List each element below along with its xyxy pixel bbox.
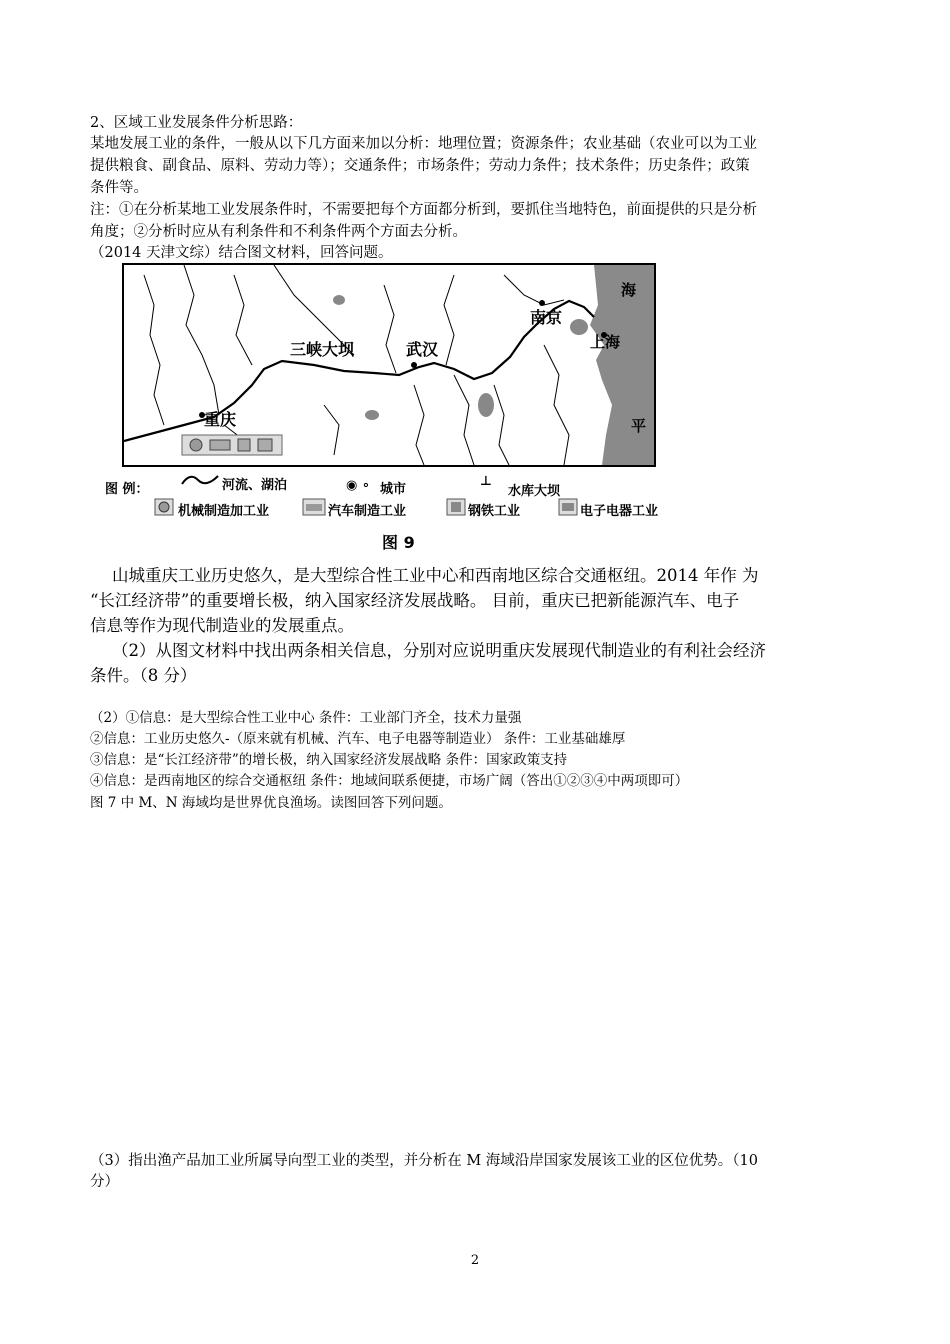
page-number: 2 — [470, 1253, 480, 1268]
lake — [570, 319, 588, 335]
city-wuhan-dot — [411, 362, 417, 368]
car-icon — [210, 440, 230, 450]
river-legend-icon — [180, 470, 220, 494]
note-line: 角度；②分析时应从有利条件和不利条件两个方面去分析。 — [90, 224, 467, 240]
map-label-shanghai: 上海 — [590, 333, 621, 351]
question-3: （3）指出渔产品加工业所属导向型工业的类型，并分析在 M 海域沿岸国家发展该工业的区位优势。（10 — [90, 1153, 758, 1169]
lake — [365, 410, 379, 420]
gear-legend-icon — [154, 498, 174, 520]
answer-line: ②信息：工业历史悠久-（原来就有机械、汽车、电子电器等制造业） 条件：工业基础雄厚 — [90, 731, 626, 747]
paragraph-line: 提供粮食、副食品、原料、劳动力等）；交通条件；市场条件；劳动力条件；技术条件；历史条件；政策 — [90, 158, 750, 174]
figure-caption: 图 9 — [382, 533, 415, 552]
tributary — [144, 275, 164, 425]
fig7-intro: 图 7 中 M、N 海域均是世界优良渔场。读图回答下列问题。 — [90, 795, 452, 811]
paragraph-line: 条件等。 — [90, 180, 148, 196]
paragraph-line: 某地发展工业的条件，一般从以下几方面来加以分析：地理位置；资源条件；农业基础（农业可以为工业 — [90, 136, 757, 152]
question-2: 条件。（8 分） — [90, 666, 197, 685]
passage-line: 山城重庆工业历史悠久，是大型综合性工业中心和西南地区综合交通枢纽。2014 年作 为 — [112, 566, 759, 585]
passage-line: “长江经济带”的重要增长极，纳入国家经济发展战略。 目前，重庆已把新能源汽车、电子 — [90, 591, 740, 610]
legend-machine: 机械制造加工业 — [178, 504, 270, 519]
city-legend-icon: ◉ ∘ — [346, 478, 371, 493]
car-legend-icon — [302, 498, 326, 520]
source-line: （2014 天津文综）结合图文材料，回答问题。 — [90, 245, 393, 261]
legend-auto: 汽车制造工业 — [328, 504, 407, 519]
answer-line: ③信息：是“长江经济带”的增长极，纳入国家经济发展战略 条件：国家政策支持 — [90, 752, 568, 768]
map-label-sanxia: 三峡大坝 — [290, 340, 355, 359]
map-label-nanjing: 南京 — [530, 308, 563, 327]
question-3: 分） — [90, 1174, 119, 1190]
tributary — [494, 385, 509, 465]
lake — [478, 393, 494, 417]
yangtze-river — [124, 301, 594, 441]
legend-electronic: 电子电器工业 — [580, 504, 659, 519]
tributary — [234, 275, 252, 365]
map-label-chongqing: 重庆 — [204, 410, 237, 429]
tributary — [414, 385, 424, 465]
map-figure — [122, 263, 656, 467]
section-heading: 2、区域工业发展条件分析思路： — [90, 115, 303, 131]
steel-icon — [238, 439, 250, 451]
legend-title: 图 例： — [105, 482, 149, 497]
lake — [333, 295, 345, 305]
tributary — [324, 405, 339, 455]
tributary — [184, 265, 219, 415]
legend-dam: 水库大坝 — [508, 484, 561, 499]
legend-city: 城市 — [380, 482, 407, 497]
legend-steel: 钢铁工业 — [468, 504, 521, 519]
question-2: （2）从图文材料中找出两条相关信息，分别对应说明重庆发展现代制造业的有利社会经济 — [112, 641, 766, 660]
legend-river: 河流、湖泊 — [222, 478, 288, 493]
tributary — [454, 375, 474, 465]
tributary — [544, 345, 569, 465]
map-label-sea: 平 — [631, 417, 647, 435]
electronic-icon — [258, 439, 272, 451]
tributary — [504, 275, 564, 305]
note-line: 注：①在分析某地工业发展条件时，不需要把每个方面都分析到，要抓住当地特色，前面提供的只是分析 — [90, 202, 757, 218]
passage-line: 信息等作为现代制造业的发展重点。 — [90, 616, 354, 635]
gear-icon — [190, 439, 202, 451]
map-drawing — [124, 265, 654, 465]
tributary — [384, 285, 396, 373]
electronic-legend-icon — [558, 498, 578, 520]
map-label-wuhan: 武汉 — [406, 340, 439, 359]
tributary — [444, 275, 454, 365]
map-label-sea: 海 — [621, 281, 637, 299]
answer-line: （2）①信息：是大型综合性工业中心 条件：工业部门齐全，技术力量强 — [90, 710, 522, 726]
steel-legend-icon — [446, 498, 466, 520]
dam-legend-icon: ⊥ — [480, 474, 492, 489]
answer-line: ④信息：是西南地区的综合交通枢纽 条件：地域间联系便捷，市场广阔（答出①②③④中两项即可） — [90, 773, 689, 789]
